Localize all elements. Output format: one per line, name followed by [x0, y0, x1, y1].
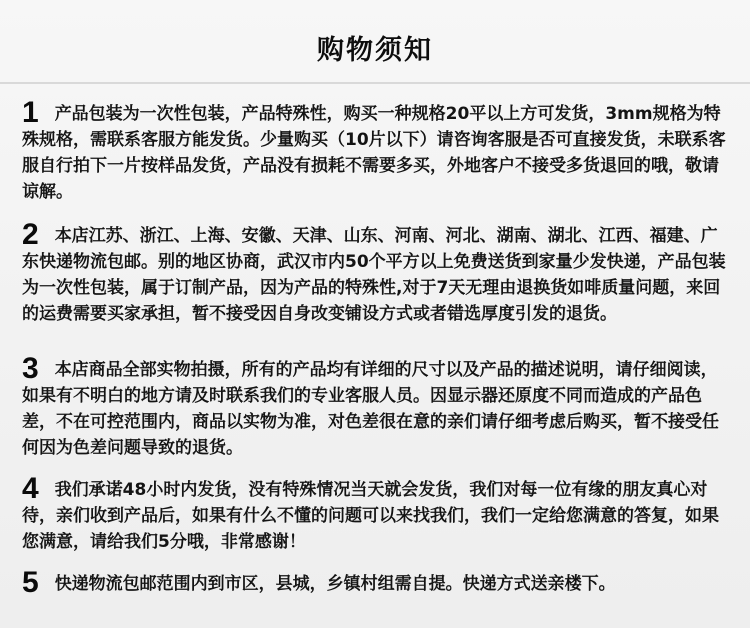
- notice-number: 2: [22, 218, 39, 251]
- notice-number: 5: [22, 566, 39, 599]
- notice-number: 4: [22, 472, 39, 505]
- notice-number: 3: [22, 352, 39, 385]
- notice-text: 本店江苏、浙江、上海、安徽、天津、山东、河南、河北、湖南、湖北、江西、福建、广东快递物流包邮。别的地区协商，武汉市内50个平方以上免费送货到家量少发快递，产品包装为一次性包装，属于订制产品，因为产品的特殊性,对于7天无理由退换货如啡质量问题，来回的运费需要买家承担，暂不接受因自身改变铺设方式或者错选厚度引发的退货。: [22, 226, 726, 324]
- notice-text: 快递物流包邮范围内到市区，县城，乡镇村组需自提。快递方式送亲楼下。: [54, 574, 616, 594]
- title-area: [0, 28, 750, 67]
- notice-item-2: [22, 218, 734, 327]
- title-divider: [0, 82, 750, 84]
- notice-text: 本店商品全部实物拍摄，所有的产品均有详细的尺寸以及产品的描述说明，请仔细阅读，如果有不明白的地方请及时联系我们的专业客服人员。因显示器还原度不同而造成的产品色差，不在可控范围内，商品以实物为准，对色差很在意的亲们请仔细考虑后购买，暂不接受任何因为色差问题导致的退货。: [22, 360, 719, 458]
- notice-item-4: [22, 472, 734, 555]
- notice-text: 产品包装为一次性包装，产品特殊性，购买一种规格20平以上方可发货，3mm规格为特殊规格，需联系客服方能发货。少量购买（10片以下）请咨询客服是否可直接发货，未联系客服自行拍下一片按样品发货，产品没有损耗不需要多买，外地客户不接受多货退回的哦，敬请谅解。: [22, 104, 726, 202]
- notice-item-3: [22, 352, 734, 461]
- notice-text: 我们承诺48小时内发货，没有特殊情况当天就会发货，我们对每一位有缘的朋友真心对待，亲们收到产品后，如果有什么不懂的问题可以来找我们，我们一定给您满意的答复，如果您满意，请给我们5分哦，非常感谢！: [22, 480, 719, 552]
- page-title: 购物须知: [317, 35, 433, 66]
- notice-item-1: [22, 96, 734, 205]
- notice-number: 1: [22, 96, 39, 129]
- notice-item-5: [22, 566, 734, 599]
